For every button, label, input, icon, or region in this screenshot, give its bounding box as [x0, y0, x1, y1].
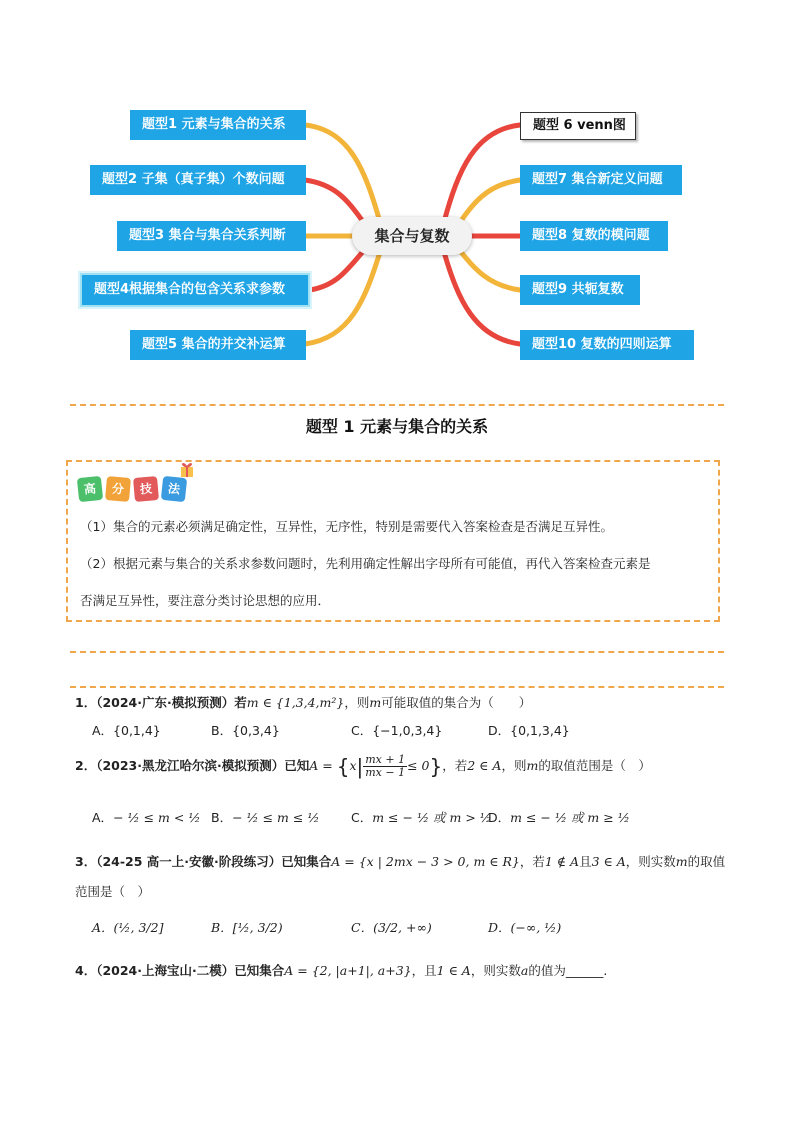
mindmap-topic-9[interactable]: 题型9 共轭复数 [520, 275, 640, 305]
q2-source: 2．（2023·黑龙江哈尔滨·模拟预测）已知 [75, 758, 310, 773]
mindmap-topic-8[interactable]: 题型8 复数的模问题 [520, 221, 668, 251]
q3-option-b[interactable]: B．[½, 3/2) [211, 920, 283, 935]
mindmap-center: 集合与复数 [352, 217, 472, 255]
q1-option-b[interactable]: B．{0,3,4} [211, 723, 280, 738]
q2-option-b[interactable]: B．− ½ ≤ m ≤ ½ [211, 810, 320, 825]
question-3-line2: 范围是（ ） [75, 884, 151, 899]
gift-icon [178, 461, 198, 479]
q1-math: m ∈ {1,3,4,m²} [246, 695, 345, 710]
q2-option-c[interactable]: C．m ≤ − ½ 或 m > ½ [351, 810, 492, 825]
mindmap-topic-4[interactable]: 题型4根据集合的包含关系求参数 [80, 273, 310, 307]
tip-line-3: 否满足互异性，要注意分类讨论思想的应用． [80, 593, 331, 608]
mindmap-topic-7[interactable]: 题型7 集合新定义问题 [520, 165, 682, 195]
q1-option-c[interactable]: C．{−1,0,3,4} [351, 723, 443, 738]
q3-option-c[interactable]: C．(3/2, +∞) [351, 920, 432, 935]
question-3: 3．（24-25 高一上·安徽·阶段练习）已知集合A = {x | 2mx − 3 > 0, m ∈ R}，若1 ∉ A且3 ∈ A，则实数m的取值 [75, 854, 726, 869]
branch-right-4 [456, 246, 520, 290]
tip-line-1: （1）集合的元素必须满足确定性，互异性，无序性，特别是需要代入答案检查是否满足互异性。 [80, 519, 613, 534]
q4-answer-blank[interactable]: ______. [565, 963, 608, 978]
q3-option-a[interactable]: A．(½, 3/2] [92, 920, 164, 935]
divider-top [70, 404, 724, 406]
tip-line-2: （2）根据元素与集合的关系求参数问题时，先利用确定性解出字母所有可能值，再代入答案检查元素是 [80, 556, 651, 571]
mindmap-topic-10[interactable]: 题型10 复数的四则运算 [520, 330, 694, 360]
branch-left-5 [305, 252, 380, 344]
question-2: 2．（2023·黑龙江哈尔滨·模拟预测）已知A = {x| $\frac{mx + 1}{mx - 1}$ ≤ 0}，若2 ∈ A，则m的取值范围是（ ） [75, 753, 651, 779]
q2-fraction: $\frac{mx + 1}{mx - 1}$ [365, 753, 406, 779]
branch-right-5 [444, 252, 520, 344]
tip-badge-4: 法 [161, 476, 187, 502]
divider-mid-1 [70, 651, 724, 653]
q1-source: 1．（2024·广东·模拟预测）若 [75, 695, 247, 710]
tip-badge-1: 高 [77, 476, 103, 502]
q2-option-a[interactable]: A．− ½ ≤ m < ½ [92, 810, 201, 825]
q2-option-d[interactable]: D．m ≤ − ½ 或 m ≥ ½ [488, 810, 630, 825]
branch-left-4 [310, 246, 368, 290]
q3-source: 3．（24-25 高一上·安徽·阶段练习）已知集合 [75, 854, 332, 869]
mindmap-topic-2[interactable]: 题型2 子集（真子集）个数问题 [90, 165, 306, 195]
mindmap-topic-3[interactable]: 题型3 集合与集合关系判断 [117, 221, 306, 251]
q3-option-d[interactable]: D．(−∞, ½) [488, 920, 562, 935]
mindmap-topic-5[interactable]: 题型5 集合的并交补运算 [130, 330, 306, 360]
tip-badge-3: 技 [133, 476, 159, 502]
question-4: 4．（2024·上海宝山·二模）已知集合A = {2, |a+1|, a+3}，且1 ∈ A，则实数a的值为______. [75, 963, 608, 978]
tip-badge-2: 分 [105, 476, 131, 502]
divider-mid-2 [70, 686, 724, 688]
branch-right-1 [444, 125, 520, 222]
mindmap-topic-1[interactable]: 题型1 元素与集合的关系 [130, 110, 306, 140]
q1-option-d[interactable]: D．{0,1,3,4} [488, 723, 570, 738]
branch-left-1 [305, 125, 380, 222]
mindmap-topic-6[interactable]: 题型 6 venn图 [520, 112, 636, 140]
section-title: 题型 1 元素与集合的关系 [305, 417, 489, 436]
q4-source: 4．（2024·上海宝山·二模）已知集合 [75, 963, 285, 978]
q1-option-a[interactable]: A．{0,1,4} [92, 723, 161, 738]
question-1: 1．（2024·广东·模拟预测）若m ∈ {1,3,4,m²}，则m可能取值的集合为（ ） [75, 695, 532, 710]
